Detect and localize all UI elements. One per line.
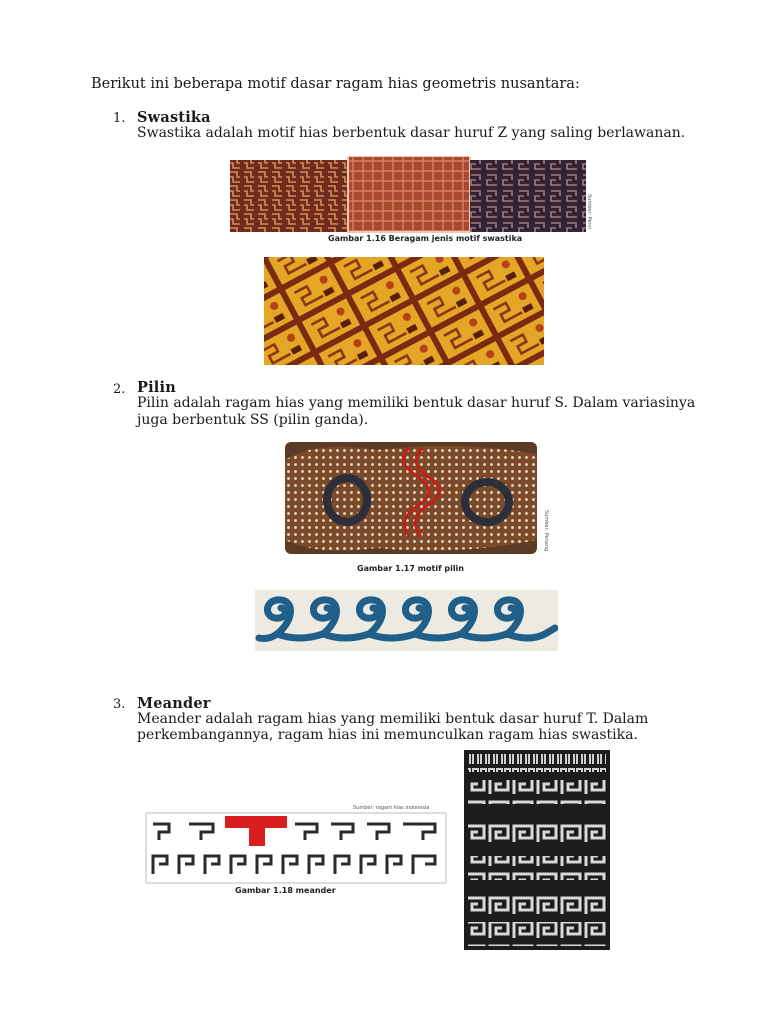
pilin-spiral-border (255, 590, 558, 651)
item-desc-swastika-line-1: Swastika adalah motif hias berbentuk dasar huruf Z yang saling berlawanan. (137, 125, 686, 141)
pilin-figure-caption: Gambar 1.17 motif pilin (357, 564, 464, 573)
pilin-spiral-image (255, 590, 558, 651)
meander-line-image (145, 804, 447, 896)
intro-text: Berikut ini beberapa motif dasar ragam hias geometris nusantara: (91, 76, 580, 92)
item-desc-pilin-line-2: juga berbentuk SS (pilin ganda). (137, 412, 369, 428)
swastika-motif-image (228, 156, 598, 246)
item-title-swastika: Swastika (137, 109, 211, 126)
item-number-3: 3. (113, 697, 126, 712)
item-number-2: 2. (113, 382, 126, 397)
swastika-batik-image (264, 257, 544, 365)
meander-figure-caption: Gambar 1.18 meander (235, 886, 336, 895)
item-number-1: 1. (113, 111, 126, 126)
meander-greek-key-image (464, 750, 610, 950)
item-desc-meander-line-1: Meander adalah ragam hias yang memiliki bentuk dasar huruf T. Dalam (137, 711, 649, 727)
meander-figure-source: Sumber: ragam hias indonesia (353, 805, 430, 811)
pilin-figure-source: Sumber: Penang (543, 510, 549, 552)
item-title-meander: Meander (137, 695, 211, 712)
pilin-motif-figure (257, 440, 559, 576)
swastika-figure-caption: Gambar 1.16 Beragam jenis motif swastika (328, 234, 523, 243)
meander-motif-figure (145, 804, 447, 896)
item-title-pilin: Pilin (137, 379, 176, 396)
meander-photo (464, 750, 610, 950)
swastika-motif-figure (228, 156, 598, 246)
item-desc-meander-line-2: perkembangannya, ragam hias ini memunculkan ragam hias swastika. (137, 727, 638, 743)
item-desc-pilin-line-1: Pilin adalah ragam hias yang memiliki bentuk dasar huruf S. Dalam variasinya (137, 395, 696, 411)
swastika-figure-source: Sumber: Penri (586, 194, 592, 230)
pilin-batik-image (257, 440, 559, 558)
swastika-batik-photo (264, 257, 544, 365)
